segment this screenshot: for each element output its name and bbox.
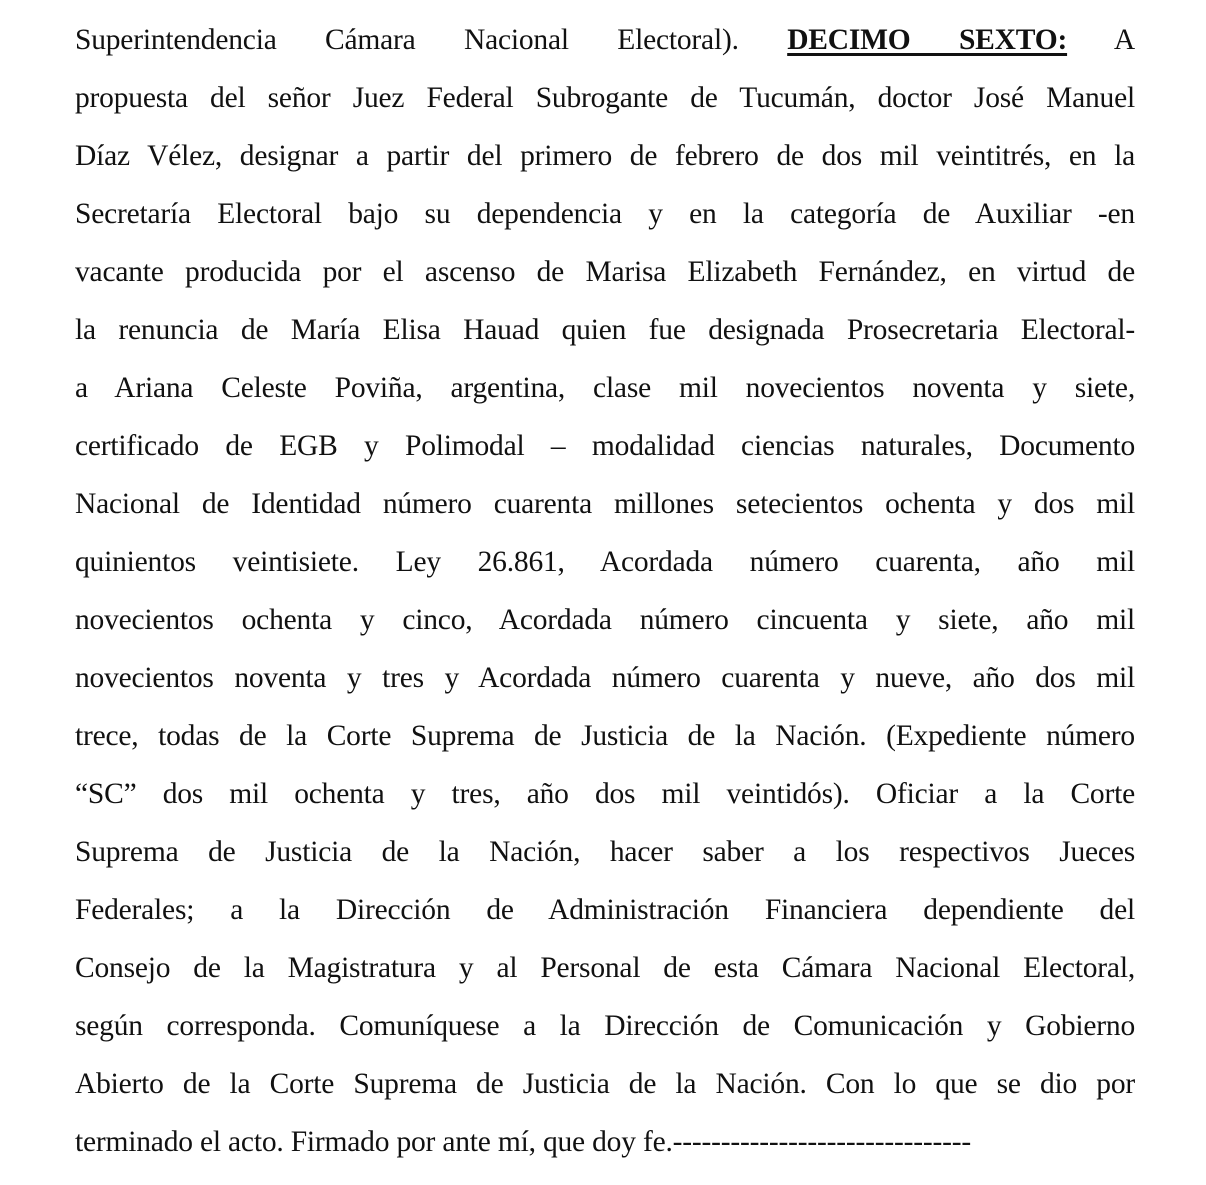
text-line-17: Consejo de la Magistratura y al Personal de esta Cámara Nacional Electoral, [75,952,1135,984]
section-heading-decimo-sexto: DECIMO SEXTO: [787,24,1068,56]
text-line-15: Suprema de Justicia de la Nación, hacer saber a los respectivos Jueces [75,836,1135,868]
line-1-after: A [1067,24,1135,56]
line-1-before: Superintendencia Cámara Nacional Electoral). [75,24,788,56]
text-line-13: trece, todas de la Corte Suprema de Justicia de la Nación. (Expediente número [75,720,1135,752]
text-line-12: novecientos noventa y tres y Acordada número cuarenta y nueve, año dos mil [75,662,1135,694]
text-line-10: quinientos veintisiete. Ley 26.861, Acordada número cuarenta, año mil [75,546,1135,578]
text-line-1 [75,14,1135,72]
text-line-5: vacante producida por el ascenso de Marisa Elizabeth Fernández, en virtud de [75,256,1135,288]
text-line-18: según corresponda. Comuníquese a la Dirección de Comunicación y Gobierno [75,1010,1135,1042]
text-line-8: certificado de EGB y Polimodal – modalidad ciencias naturales, Documento [75,430,1135,462]
text-line-20-closing: terminado el acto. Firmado por ante mí, que doy fe.------------------------------- [75,1126,971,1158]
text-line-7: a Ariana Celeste Poviña, argentina, clase mil novecientos noventa y siete, [75,372,1135,404]
text-line-19: Abierto de la Corte Suprema de Justicia de la Nación. Con lo que se dio por [75,1068,1135,1100]
text-line-11: novecientos ochenta y cinco, Acordada número cincuenta y siete, año mil [75,604,1135,636]
text-line-6: la renuncia de María Elisa Hauad quien fue designada Prosecretaria Electoral- [75,314,1135,346]
text-line-9: Nacional de Identidad número cuarenta millones setecientos ochenta y dos mil [75,488,1135,520]
document-body [75,14,1135,1174]
text-line-2: propuesta del señor Juez Federal Subrogante de Tucumán, doctor José Manuel [75,82,1135,114]
text-line-14: “SC” dos mil ochenta y tres, año dos mil veintidós). Oficiar a la Corte [75,778,1135,810]
text-line-16: Federales; a la Dirección de Administración Financiera dependiente del [75,894,1135,926]
text-line-4: Secretaría Electoral bajo su dependencia y en la categoría de Auxiliar -en [75,198,1135,230]
text-line-3: Díaz Vélez, designar a partir del primero de febrero de dos mil veintitrés, en la [75,140,1135,172]
